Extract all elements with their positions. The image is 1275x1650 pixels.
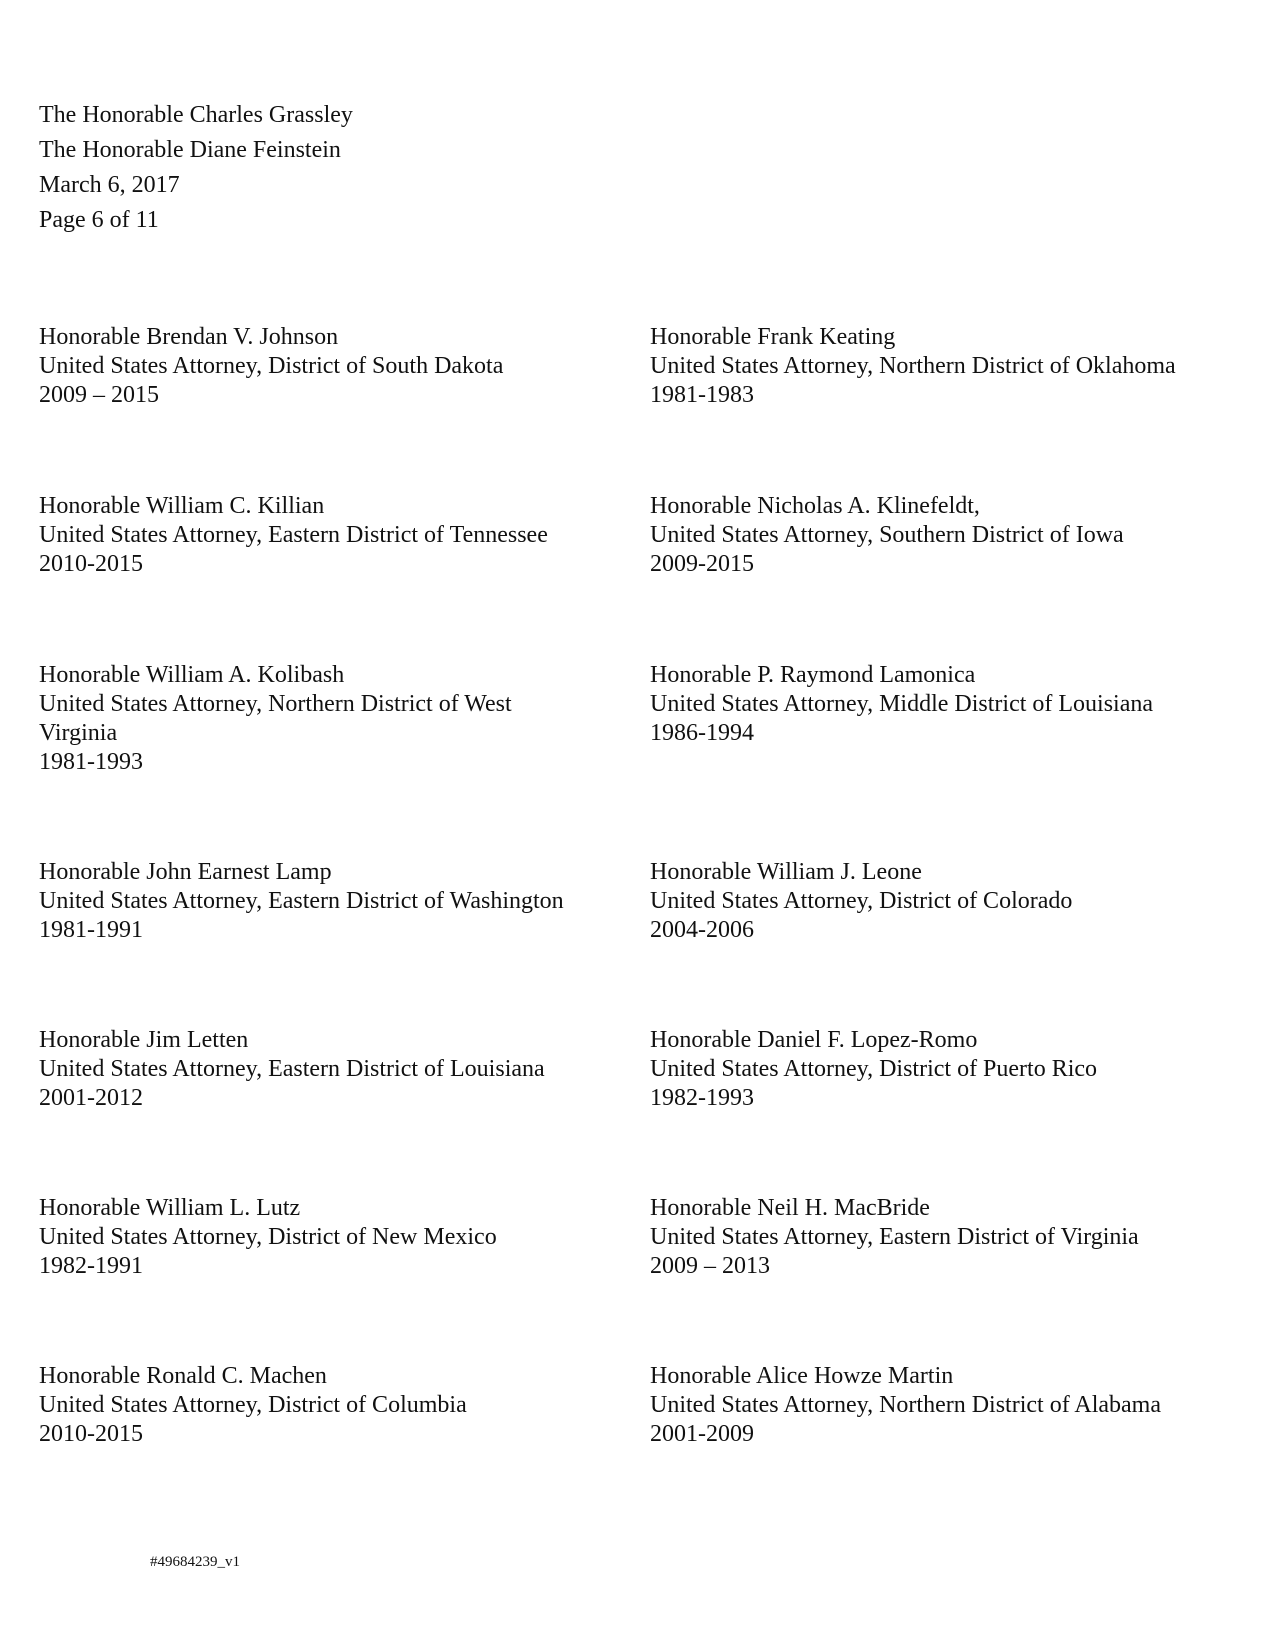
signatory-title: United States Attorney, Middle District of Louisiana [650, 691, 1154, 717]
signatory-years: 2001-2012 [39, 1085, 143, 1111]
signatory-name: Honorable Neil H. MacBride [650, 1195, 930, 1221]
signatory-entry [650, 492, 1260, 579]
signatory-years: 1982-1991 [39, 1253, 143, 1279]
signatory-title: United States Attorney, Southern District of Iowa [650, 522, 1124, 548]
signatory-years: 1982-1993 [650, 1085, 754, 1111]
page-number: Page 6 of 11 [39, 207, 159, 233]
signatory-entry [650, 1362, 1260, 1449]
signatory-title: United States Attorney, District of Columbia [39, 1392, 467, 1418]
signatory-title: United States Attorney, Northern District of Oklahoma [650, 353, 1176, 379]
signatory-title: United States Attorney, District of New Mexico [39, 1224, 497, 1250]
signatory-entry [650, 323, 1260, 410]
signatory-title: United States Attorney, Eastern District of Washington [39, 888, 564, 914]
letter-header [39, 98, 353, 238]
signatory-entry [650, 1194, 1260, 1281]
signatory-title: United States Attorney, Eastern District of Tennessee [39, 522, 548, 548]
signatory-years: 1981-1993 [39, 749, 143, 775]
signatory-entry [39, 323, 609, 410]
signatory-entry [39, 1362, 609, 1449]
signatory-years: 2010-2015 [39, 1421, 143, 1447]
signatory-title: United States Attorney, Eastern District of Louisiana [39, 1056, 545, 1082]
recipient-line: The Honorable Diane Feinstein [39, 137, 341, 163]
signatory-years: 2009 – 2013 [650, 1253, 770, 1279]
signatory-years: 2001-2009 [650, 1421, 754, 1447]
signatory-title: United States Attorney, Northern District of Alabama [650, 1392, 1161, 1418]
signatory-name: Honorable William A. Kolibash [39, 662, 345, 688]
letter-date: March 6, 2017 [39, 172, 180, 198]
signatory-entry [39, 492, 609, 579]
signatory-entry [650, 661, 1260, 748]
signatory-name: Honorable William L. Lutz [39, 1195, 301, 1221]
signatory-name: Honorable John Earnest Lamp [39, 859, 332, 885]
signatory-title: United States Attorney, Northern District of West [39, 691, 512, 717]
signatory-entry [39, 1194, 609, 1281]
signatory-years: 2009 – 2015 [39, 382, 159, 408]
signatory-entry [39, 661, 609, 777]
signatory-years: 2009-2015 [650, 551, 754, 577]
signatory-years: 1981-1983 [650, 382, 754, 408]
signatory-years: 1981-1991 [39, 917, 143, 943]
signatory-name: Honorable Ronald C. Machen [39, 1363, 327, 1389]
signatory-title: United States Attorney, District of Puerto Rico [650, 1056, 1098, 1082]
signatory-name: Honorable William J. Leone [650, 859, 922, 885]
signatory-name: Honorable Frank Keating [650, 324, 896, 350]
signatory-name: Honorable Alice Howze Martin [650, 1363, 954, 1389]
signatory-name: Honorable Nicholas A. Klinefeldt, [650, 493, 980, 519]
signatory-title: United States Attorney, District of Colorado [650, 888, 1073, 914]
signatory-years: 1986-1994 [650, 720, 754, 746]
signatory-entry [39, 1026, 609, 1113]
signatory-years: 2010-2015 [39, 551, 143, 577]
signatory-entry [650, 858, 1260, 945]
signatory-name: Honorable Daniel F. Lopez-Romo [650, 1027, 978, 1053]
signatory-name: Honorable Brendan V. Johnson [39, 324, 339, 350]
signatory-title: United States Attorney, District of South Dakota [39, 353, 504, 379]
signatory-name: Honorable Jim Letten [39, 1027, 249, 1053]
signatory-title: United States Attorney, Eastern District of Virginia [650, 1224, 1139, 1250]
signatory-entry [650, 1026, 1260, 1113]
recipient-line: The Honorable Charles Grassley [39, 102, 353, 128]
signatory-name: Honorable William C. Killian [39, 493, 325, 519]
signatory-years: 2004-2006 [650, 917, 754, 943]
document-id: #49684239_v1 [150, 1554, 240, 1570]
signatory-name: Honorable P. Raymond Lamonica [650, 662, 976, 688]
signatory-entry [39, 858, 609, 945]
signatory-title-continued: Virginia [39, 720, 118, 746]
